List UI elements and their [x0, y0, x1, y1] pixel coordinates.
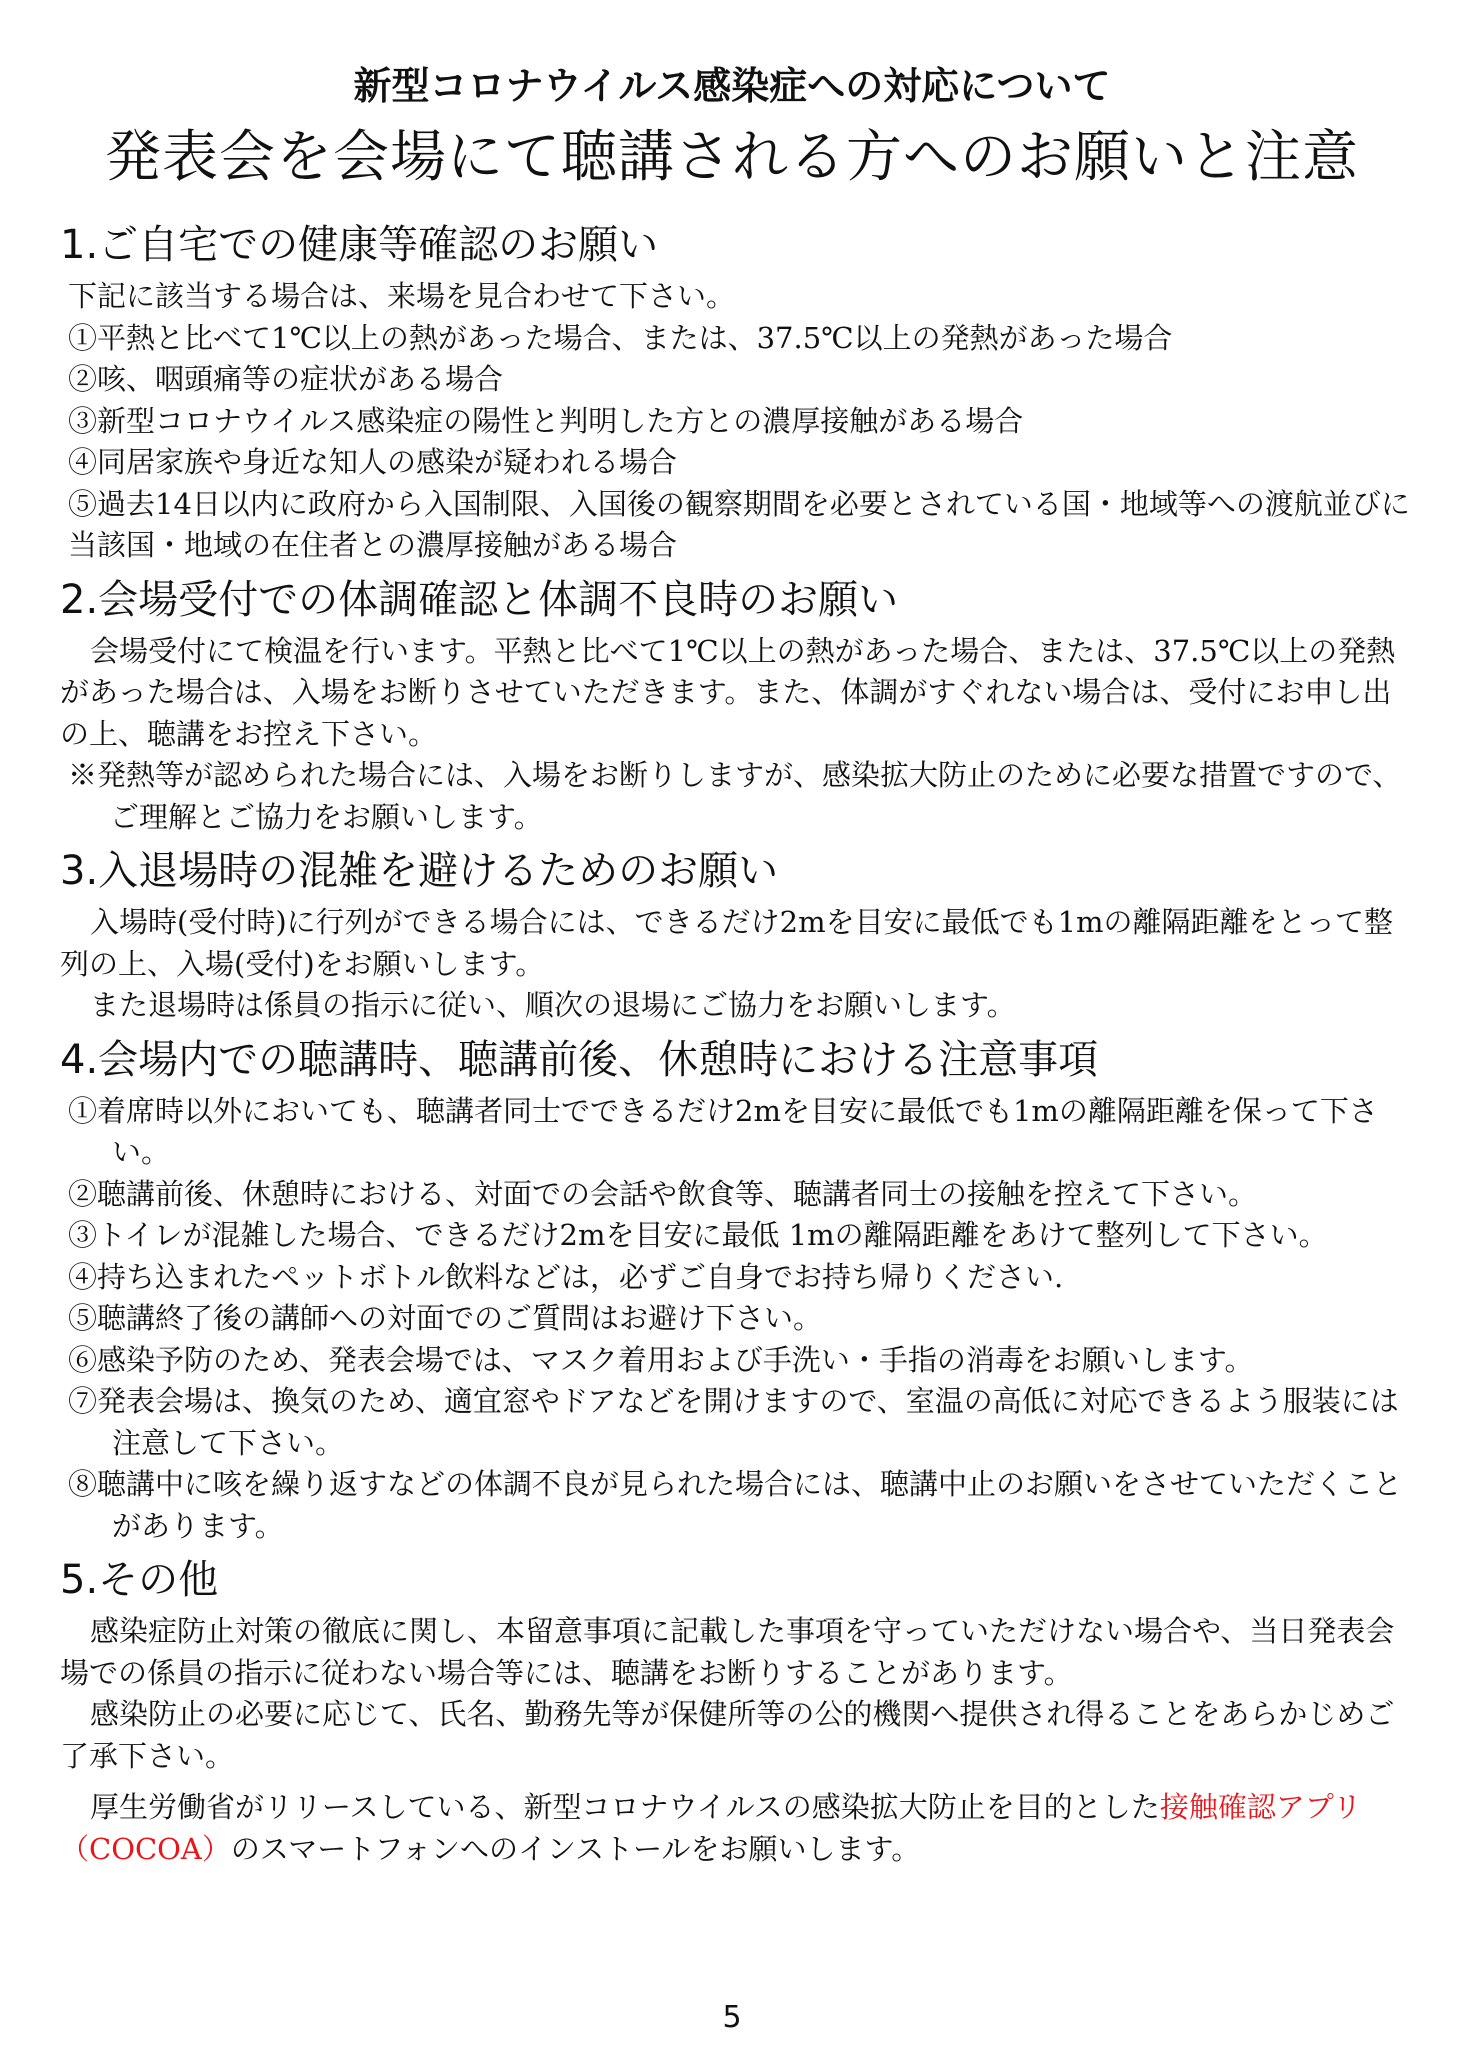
document-body [60, 218, 1420, 1876]
section-paragraph: 感染防止の必要に応じて、氏名、勤務先等が保健所等の公的機関へ提供され得ることをあらかじめご了承下さい。 [60, 1697, 1395, 1773]
list-item: ②聴講前後、休憩時における、対面での会話や飲食等、聴講者同士の接触を控えて下さい。 [68, 1176, 1258, 1211]
list-item: ⑤過去14日以内に政府から入国制限、入国後の観察期間を必要とされている国・地域等への渡航並びに当該国・地域の在住者との濃厚接触がある場合 [68, 486, 1410, 562]
section-heading: 2.会場受付での体調確認と体調不良時のお願い [60, 576, 899, 623]
section-body: 会場受付にて検温を行います。平熱と比べて1℃以上の熱があった場合、または、37.5℃以上の発熱があった場合は、入場をお断りさせていただきます。また、体調がすぐれない場合は、受付にお申し出の上、聴講をお控え下さい。 [60, 633, 1396, 751]
section-paragraph: 入場時(受付時)に行列ができる場合には、できるだけ2mを目安に最低でも1mの離隔距離をとって整列の上、入場(受付)をお願いします。 [60, 905, 1393, 981]
document-subtitle: 新型コロナウイルス感染症への対応について [353, 64, 1111, 108]
cocoa-text-before: 厚生労働省がリリースしている、新型コロナウイルスの感染拡大防止を目的とした [90, 1790, 1160, 1824]
list-item: ⑦発表会場は、換気のため、適宜窓やドアなどを開けますので、室温の高低に対応できるよう服装には注意して下さい。 [68, 1384, 1399, 1460]
list-item: ⑥感染予防のため、発表会場では、マスク着用および手洗い・手指の消毒をお願いします。 [68, 1342, 1254, 1377]
list-item: ③トイレが混雑した場合、できるだけ2mを目安に最低 1mの離隔距離をあけて整列して下さい。 [68, 1218, 1328, 1252]
section-entry-exit [60, 844, 1420, 1027]
list-item: ①着席時以外においても、聴講者同士でできるだけ2mを目安に最低でも1mの離隔距離を保って下さい。 [68, 1093, 1378, 1169]
section-other [60, 1553, 1420, 1870]
cocoa-paragraph [60, 1787, 1420, 1870]
list-item: ③新型コロナウイルス感染症の陽性と判明した方との濃厚接触がある場合 [68, 403, 1024, 438]
section-heading: 3.入退場時の混雑を避けるためのお願い [60, 848, 779, 894]
list-item: ⑧聴講中に咳を繰り返すなどの体調不良が見られた場合には、聴講中止のお願いをさせていただくことがあります。 [68, 1467, 1403, 1543]
list-item: ①平熱と比べて1℃以上の熱があった場合、または、37.5℃以上の発熱があった場合 [68, 320, 1173, 355]
section-heading: 1.ご自宅での健康等確認のお願い [60, 222, 659, 268]
list-item: ⑤聴講終了後の講師への対面でのご質問はお避け下さい。 [68, 1301, 823, 1335]
section-paragraph: また退場時は係員の指示に従い、順次の退場にご協力をお願いします。 [90, 988, 1016, 1022]
section-paragraph: 感染症防止対策の徹底に関し、本留意事項に記載した事項を守っていただけない場合や、当日発表会場での係員の指示に従わない場合等には、聴講をお断りすることがあります。 [60, 1614, 1395, 1690]
section-note: ※発熱等が認められた場合には、入場をお断りしますが、感染拡大防止のために必要な措置ですので、ご理解とご協力をお願いします。 [68, 758, 1402, 834]
list-item: ②咳、咽頭痛等の症状がある場合 [68, 362, 504, 396]
page-number: 5 [722, 2000, 742, 2035]
list-item: ④持ち込まれたペットボトル飲料などは，必ずご自身でお持ち帰りください. [68, 1259, 1064, 1294]
section-venue-notes [60, 1033, 1420, 1548]
section-reception-check [60, 573, 1420, 839]
section-heading: 5.その他 [60, 1557, 219, 1603]
section-heading: 4.会場内での聴講時、聴講前後、休憩時における注意事項 [60, 1036, 1099, 1083]
cocoa-app-link[interactable]: 接触確認アプリ（COCOA） [60, 1790, 1362, 1866]
cocoa-text-after: のスマートフォンへのインストールをお願いします。 [230, 1831, 921, 1866]
list-item: ④同居家族や身近な知人の感染が疑われる場合 [68, 445, 678, 479]
section-home-health-check [60, 218, 1420, 567]
document-title: 発表会を会場にて聴講される方へのお願いと注意 [105, 125, 1359, 190]
section-intro: 下記に該当する場合は、来場を見合わせて下さい。 [68, 279, 736, 313]
